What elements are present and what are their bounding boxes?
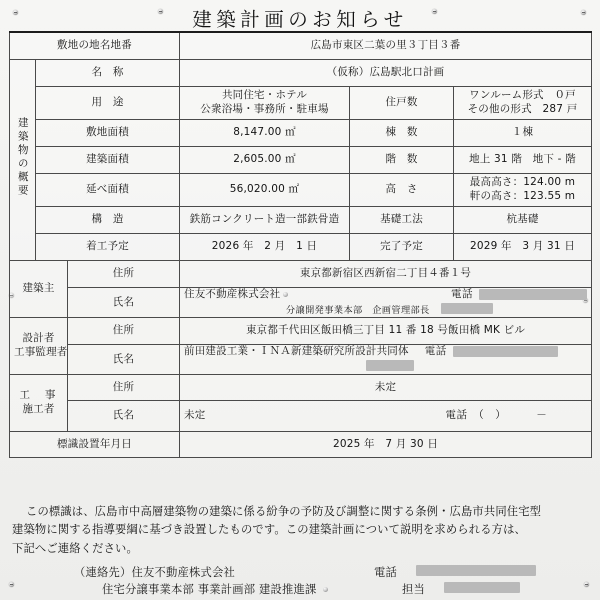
floor-count-label: 階 数 <box>350 147 454 174</box>
designer-name-value <box>180 345 592 375</box>
owner-address-label: 住所 <box>68 261 180 288</box>
screw-icon-inline-contact <box>323 587 328 592</box>
foundation-value: 杭基礎 <box>454 207 592 234</box>
table-row-structure <box>10 207 592 234</box>
notice-text <box>12 503 590 558</box>
table-row-owner-address <box>10 261 592 288</box>
start-date-label: 着工予定 <box>36 234 180 261</box>
contact-person-redacted <box>444 582 520 593</box>
building-count-value: １棟 <box>454 120 592 147</box>
table-row-site-address <box>10 32 592 60</box>
dwelling-count-label: 住戸数 <box>350 87 454 120</box>
contact-block <box>12 565 590 599</box>
designer-person-redacted <box>366 360 414 371</box>
project-name-label: 名 称 <box>36 60 180 87</box>
table-row-building-area <box>10 147 592 174</box>
building-count-label: 棟 数 <box>350 120 454 147</box>
contractor-tel-label: 電話 （ ） <box>445 409 507 422</box>
use-label: 用 途 <box>36 87 180 120</box>
total-floor-area-label: 延べ面積 <box>36 174 180 207</box>
height-value: 最高高さ：124.00 m 軒の高さ：123.55 m <box>454 174 592 207</box>
use-value: 共同住宅・ホテル 公衆浴場・事務所・駐車場 <box>180 87 350 120</box>
screw-icon-inline-owner <box>283 292 288 297</box>
site-area-label: 敷地面積 <box>36 120 180 147</box>
designer-label: 設計者 工事監理者 <box>10 318 68 375</box>
floor-count-value: 地上 31 階 地下 - 階 <box>454 147 592 174</box>
contractor-address-label: 住所 <box>68 375 180 401</box>
contractor-address-value: 未定 <box>180 375 592 401</box>
owner-name-value <box>180 288 592 318</box>
table-row-designer-address <box>10 318 592 345</box>
table-row-total-floor-area <box>10 174 592 207</box>
notice-text-line2: 建築物に関する指導要綱に基づき設置したものです。この建築計画について説明を求められる方は、 <box>12 523 526 537</box>
site-address-value: 広島市東区二葉の里３丁目３番 <box>180 32 592 60</box>
project-name-value: （仮称）広島駅北口計画 <box>180 60 592 87</box>
notice-text-line3: 下記へご連絡ください。 <box>12 541 138 555</box>
owner-name-label: 氏名 <box>68 288 180 318</box>
contractor-name-text: 未定 <box>184 409 206 422</box>
completion-date-value: 2029 年 3 月 31 日 <box>454 234 592 261</box>
contractor-label: 工 事 施工者 <box>10 375 68 432</box>
table-row-name <box>10 60 592 87</box>
height-label: 高 さ <box>350 174 454 207</box>
table-row-schedule <box>10 234 592 261</box>
contractor-name-label: 氏名 <box>68 401 180 432</box>
building-area-value: 2,605.00 ㎡ <box>180 147 350 174</box>
contact-department: 住宅分譲事業本部 事業計画部 建設推進課 <box>12 582 402 599</box>
screw-icon-title-right <box>432 9 437 14</box>
contact-tel-label: 電話 <box>374 566 397 579</box>
completion-date-label: 完了予定 <box>350 234 454 261</box>
contact-person-label: 担当 <box>402 582 425 596</box>
table-row-use <box>10 87 592 120</box>
table-row-contractor-address <box>10 375 592 401</box>
site-area-value: 8,147.00 ㎡ <box>180 120 350 147</box>
page-title-wrap <box>0 4 600 32</box>
table-row-designer-name <box>10 345 592 375</box>
table-row-contractor-name <box>10 401 592 432</box>
contact-row-department <box>12 582 590 599</box>
table-row-site-area <box>10 120 592 147</box>
designer-address-value: 東京都千代田区飯田橋三丁目 11 番 18 号飯田橋 MK ビル <box>180 318 592 345</box>
owner-department: 分譲開発事業本部 企画管理部長 <box>184 303 587 317</box>
contact-tel-redacted <box>416 565 536 576</box>
owner-company-name: 住友不動産株式会社 <box>184 288 281 300</box>
start-date-value: 2026 年 2 月 1 日 <box>180 234 350 261</box>
dwelling-count-value: ワンルーム形式 ０戸 その他の形式 287 戸 <box>454 87 592 120</box>
screw-icon-title-left <box>158 9 163 14</box>
structure-value: 鉄筋コンクリート造一部鉄骨造 <box>180 207 350 234</box>
contact-company: （連絡先）住友不動産株式会社 <box>74 566 235 579</box>
building-area-label: 建築面積 <box>36 147 180 174</box>
designer-address-label: 住所 <box>68 318 180 345</box>
owner-address-value: 東京都新宿区西新宿二丁目４番１号 <box>180 261 592 288</box>
owner-person-redacted <box>441 303 493 314</box>
installation-date-value: 2025 年 7 月 30 日 <box>180 432 592 458</box>
notice-text-line1: この標識は、広島市中高層建築物の建築に係る紛争の予防及び調整に関する条例・広島市共同住宅型 <box>26 505 542 518</box>
designer-name-label: 氏名 <box>68 345 180 375</box>
owner-tel-label: 電話 <box>451 288 473 300</box>
contact-row-company <box>12 565 590 582</box>
owner-tel-redacted <box>479 289 587 300</box>
owner-label: 建築主 <box>10 261 68 318</box>
table-row-owner-name <box>10 288 592 318</box>
page-title: 建築計画のお知らせ <box>192 8 408 31</box>
designer-person-line <box>184 360 587 374</box>
foundation-label: 基礎工法 <box>350 207 454 234</box>
designer-tel-redacted <box>453 346 558 357</box>
site-address-label: 敷地の地名地番 <box>10 32 180 60</box>
contractor-tel-dash: － <box>536 409 547 422</box>
building-plan-table <box>9 31 592 458</box>
total-floor-area-value: 56,020.00 ㎡ <box>180 174 350 207</box>
installation-date-label: 標識設置年月日 <box>10 432 180 458</box>
building-outline-label: 建築物の概要 <box>10 60 36 261</box>
table-row-installation-date <box>10 432 592 458</box>
structure-label: 構 造 <box>36 207 180 234</box>
designer-tel-label: 電話 <box>424 345 447 357</box>
designer-company-name: 前田建設工業・ＩＮＡ新建築研究所設計共同体 <box>184 345 409 357</box>
contractor-name-value <box>180 401 592 432</box>
